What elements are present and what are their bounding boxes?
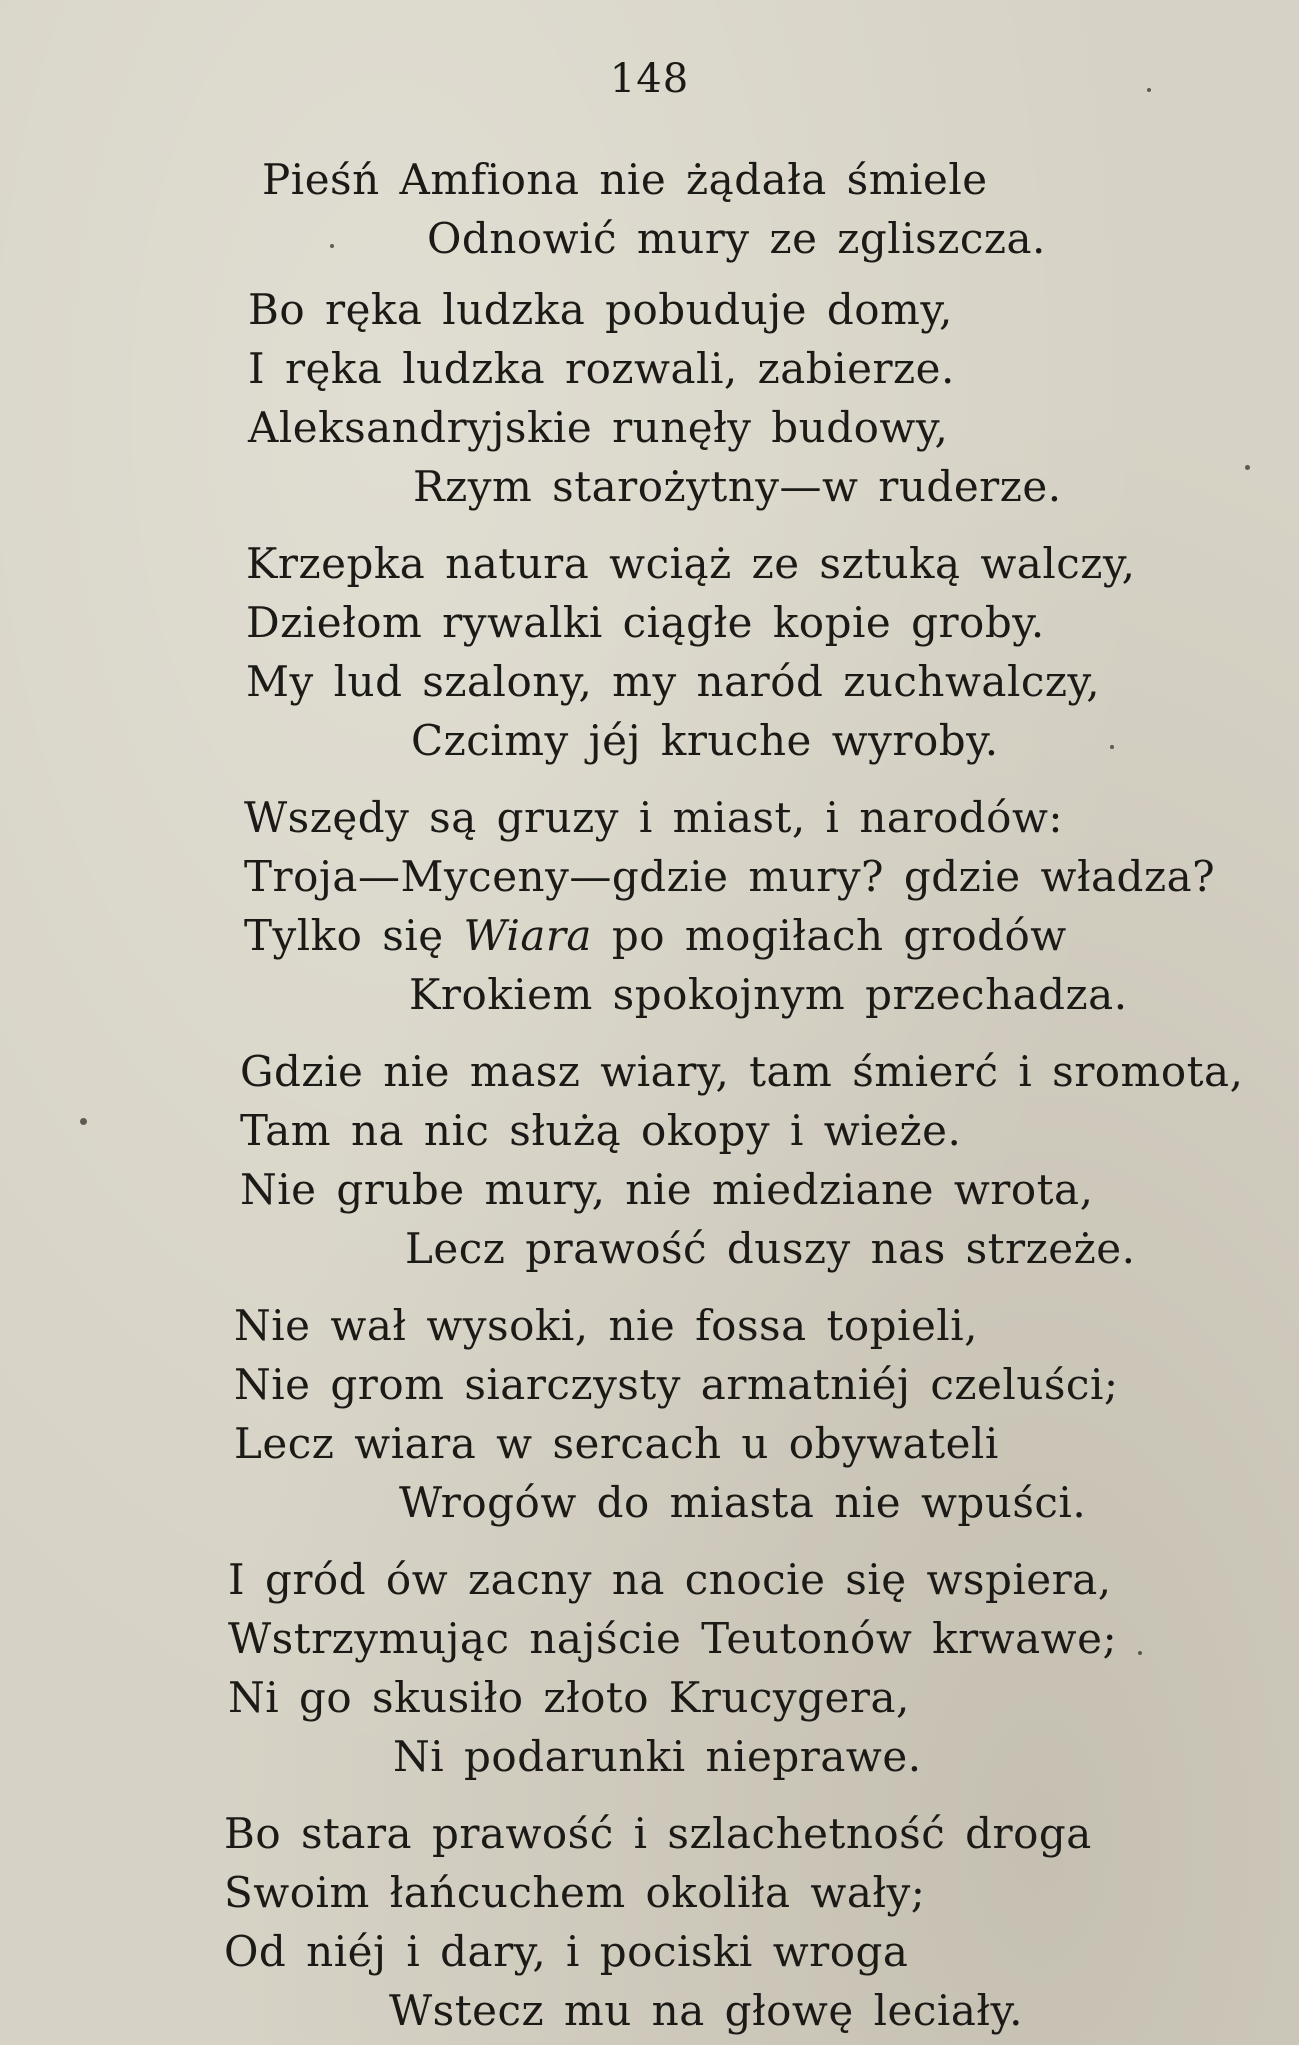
poem-line: Nie wał wysoki, nie fossa topieli, — [234, 1301, 979, 1350]
poem-line: Nie grom siarczysty armatniéj czeluści; — [234, 1360, 1119, 1409]
poem-line: Czcimy jéj kruche wyroby. — [411, 716, 999, 765]
poem-line: Ni go skusiło złoto Krucygera, — [228, 1673, 910, 1722]
poem-line: I gród ów zacny na cnocie się wspiera, — [228, 1555, 1112, 1604]
poem-line: Swoim łańcuchem okoliła wały; — [224, 1868, 926, 1917]
poem-line: Pieśń Amfiona nie żądała śmiele — [262, 155, 988, 204]
poem-line: I ręka ludzka rozwali, zabierze. — [248, 344, 955, 393]
poem-line: Krokiem spokojnym przechadza. — [409, 970, 1128, 1019]
paper-speck — [1138, 1651, 1142, 1655]
paper-speck — [1147, 88, 1151, 92]
poem-line: Wstecz mu na głowę leciały. — [389, 1986, 1023, 2035]
line-text: po mogiłach grodów — [591, 911, 1067, 960]
poem-line: Aleksandryjskie runęły budowy, — [248, 403, 949, 452]
poem-line: Troja—Myceny—gdzie mury? gdzie władza? — [244, 852, 1216, 901]
poem-line — [244, 906, 1215, 965]
poem-line: Wstrzymując najście Teutonów krwawe; — [228, 1614, 1118, 1663]
stanza — [224, 1804, 1092, 2040]
poem-line: Nie grube mury, nie miedziane wrota, — [240, 1165, 1094, 1214]
poem-line: Od niéj i dary, i pociski wroga — [224, 1927, 909, 1976]
poem-line: Odnowić mury ze zgliszcza. — [427, 214, 1046, 263]
page-number: 148 — [609, 56, 690, 102]
poem-line: Gdzie nie masz wiary, tam śmierć i sromota, — [240, 1047, 1244, 1096]
poem-line: Wrogów do miasta nie wpuści. — [399, 1478, 1087, 1527]
poem-line: My lud szalony, my naród zuchwalczy, — [246, 657, 1101, 706]
paper-speck — [1245, 465, 1250, 470]
line-text: Tylko się — [244, 911, 464, 960]
poem-line: Dziełom rywalki ciągłe kopie groby. — [246, 598, 1045, 647]
poem-line: Lecz prawość duszy nas strzeże. — [405, 1224, 1136, 1273]
stanza — [262, 150, 1046, 268]
stanza — [246, 534, 1135, 770]
poem-line: Bo ręka ludzka pobuduje domy, — [248, 285, 953, 334]
poem-line: Krzepka natura wciąż ze sztuką walczy, — [246, 539, 1136, 588]
poem-line: Tam na nic służą okopy i wieże. — [240, 1106, 962, 1155]
poem-line: Bo stara prawość i szlachetność droga — [224, 1809, 1092, 1858]
poem-line: Ni podarunki nieprawe. — [393, 1732, 922, 1781]
stanza — [234, 1296, 1119, 1532]
stanza — [228, 1550, 1117, 1786]
paper-speck — [1110, 745, 1114, 749]
poem-line: Rzym starożytny—w ruderze. — [413, 462, 1062, 511]
stanza — [244, 788, 1215, 1024]
stanza — [240, 1042, 1243, 1278]
paper-speck — [80, 1118, 87, 1125]
poem-line: Lecz wiara w sercach u obywateli — [234, 1419, 999, 1468]
poem-line: Wszędy są gruzy i miast, i narodów: — [244, 793, 1064, 842]
emphasized-word: Wiara — [463, 911, 592, 960]
paper-speck — [330, 244, 334, 248]
stanza — [248, 280, 1062, 516]
